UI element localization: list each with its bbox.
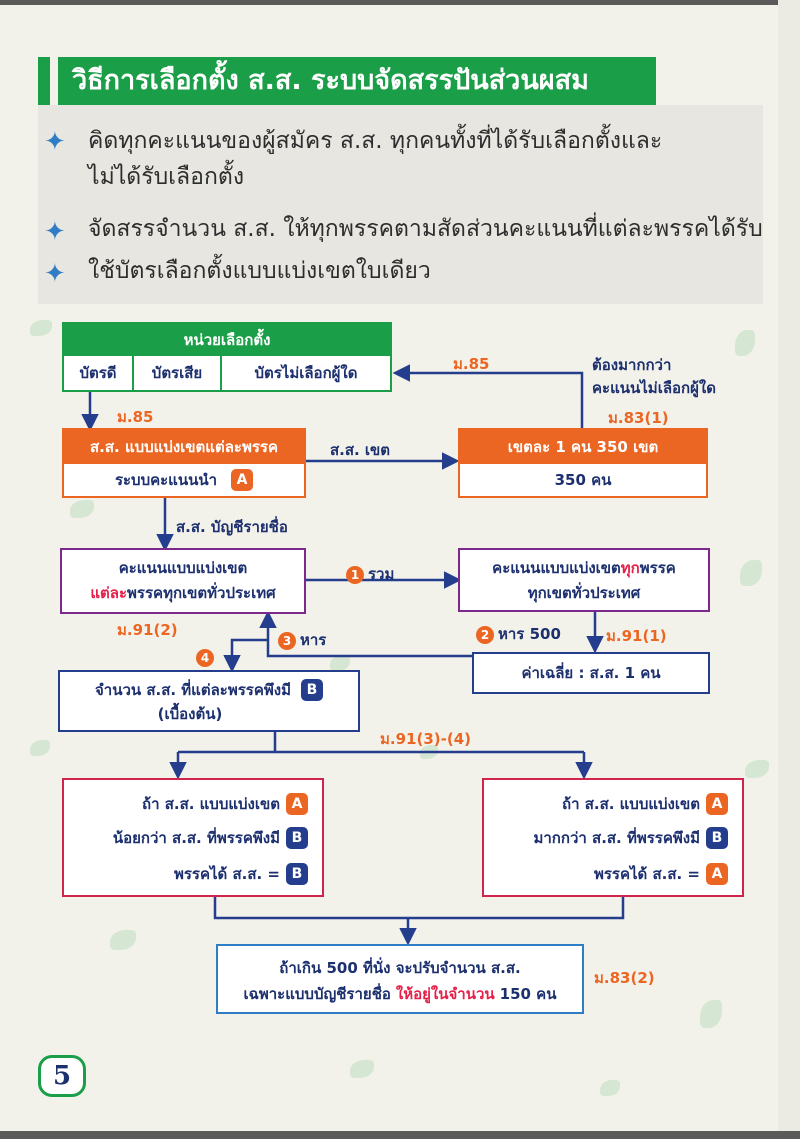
good-ballot-cell: บัตรดี: [64, 356, 134, 390]
entitled-count-line: [60, 678, 358, 702]
bullet-text: จัดสรรจำนวน ส.ส. ให้ทุกพรรคตามสัดส่วนคะแนนที่แต่ละพรรคได้รับ: [88, 216, 763, 242]
badge-a: A: [706, 793, 728, 815]
law-ref-label: ม.91(3)-(4): [380, 730, 471, 748]
case-row: [534, 826, 729, 850]
case-row: [562, 792, 728, 816]
cap-adjust-line: ถ้าเกิน 500 ที่นั่ง จะปรับจำนวน ส.ส.: [279, 959, 521, 977]
case-text: ถ้า ส.ส. แบบแบ่งเขต: [141, 795, 280, 813]
badge-b: B: [286, 827, 308, 849]
entitled-count-box: [58, 670, 360, 732]
law-ref-label: ม.83(1): [608, 409, 669, 427]
case-row: [113, 826, 308, 850]
all-votes-line: [460, 556, 708, 580]
bullet-text: คิดทุกคะแนนของผู้สมัคร ส.ส. ทุกคนทั้งที่ได้รับเลือกตั้งและ: [88, 128, 663, 154]
badge-a: A: [706, 863, 728, 885]
more-case-box: [482, 778, 744, 897]
district-box: [458, 428, 708, 498]
all-votes-box: [458, 548, 710, 612]
fewer-case-box: [62, 778, 324, 897]
emphasis-text: ทุก: [620, 559, 640, 577]
page-title: วิธีการเลือกตั้ง ส.ส. ระบบจัดสรรปันส่วนผสม: [58, 57, 656, 105]
party-votes-rest: พรรคทุกเขตทั่วประเทศ: [127, 584, 276, 602]
party-votes-line: [62, 580, 304, 606]
arrow-district-to-unit: [396, 373, 582, 428]
badge-a: A: [286, 793, 308, 815]
party-district-box: [62, 428, 306, 498]
star-bullet-icon: ✦: [44, 127, 66, 157]
case-row: [594, 862, 728, 886]
step-text: รวม: [368, 565, 395, 583]
case-text: น้อยกว่า ส.ส. ที่พรรคพึงมี: [112, 829, 280, 847]
law-ref-label: ม.85: [453, 355, 490, 373]
step-text: หาร: [300, 631, 327, 649]
cap-adjust-box: [216, 944, 584, 1014]
star-bullet-icon: ✦: [44, 259, 66, 289]
bottom-border: [0, 1131, 800, 1139]
step-1-label: [346, 562, 394, 586]
bullet-text: ใช้บัตรเลือกตั้งแบบแบ่งเขตใบเดียว: [88, 258, 431, 284]
polling-unit-box: [62, 322, 392, 392]
bullet-text: ไม่ได้รับเลือกตั้ง: [88, 164, 245, 190]
badge-b: B: [286, 863, 308, 885]
badge-b: B: [706, 827, 728, 849]
party-votes-box: [60, 548, 306, 614]
emphasis-text: ให้อยู่ในจำนวน: [395, 985, 495, 1003]
step-2-label: [476, 622, 561, 646]
step-3-label: [278, 628, 326, 652]
all-votes-pre: คะแนนแบบแบ่งเขต: [492, 559, 621, 577]
condition-label: คะแนนไม่เลือกผู้ใด: [592, 379, 716, 397]
badge-b: B: [301, 679, 323, 701]
step-text: หาร 500: [498, 625, 561, 643]
case-text: พรรคได้ ส.ส. =: [173, 865, 280, 883]
condition-label: ต้องมากกว่า: [592, 356, 672, 374]
entitled-count-text: จำนวน ส.ส. ที่แต่ละพรรคพึงมี: [95, 681, 291, 699]
emphasis-text: แต่ละ: [90, 584, 128, 602]
page-number: 5: [38, 1055, 86, 1097]
cap-adjust-line: [218, 982, 582, 1006]
badge-a: A: [231, 469, 253, 491]
case-text: ถ้า ส.ส. แบบแบ่งเขต: [561, 795, 700, 813]
step-number: 2: [476, 626, 494, 644]
law-ref-label: ม.85: [117, 408, 154, 426]
district-mp-label: ส.ส. เขต: [330, 441, 391, 459]
plurality-system-cell: [64, 464, 304, 496]
bad-ballot-cell: บัตรเสีย: [134, 356, 222, 390]
law-ref-label: ม.91(2): [117, 621, 178, 639]
average-text: ค่าเฉลี่ย : ส.ส. 1 คน: [521, 664, 661, 682]
all-votes-post: พรรค: [639, 559, 676, 577]
law-ref-label: ม.91(1): [606, 627, 667, 645]
law-ref-label: ม.83(2): [594, 969, 655, 987]
polling-unit-header: หน่วยเลือกตั้ง: [64, 324, 390, 356]
average-box: [472, 652, 710, 694]
merge-line: [215, 897, 623, 918]
case-row: [142, 792, 308, 816]
all-votes-line: ทุกเขตทั่วประเทศ: [527, 584, 641, 602]
no-vote-ballot-cell: บัตรไม่เลือกผู้ใด: [254, 364, 358, 382]
district-header: เขตละ 1 คน 350 เขต: [460, 430, 706, 464]
step-number: 4: [196, 649, 214, 667]
case-text: พรรคได้ ส.ส. =: [593, 865, 700, 883]
step-number: 3: [278, 632, 296, 650]
party-votes-line: คะแนนแบบแบ่งเขต: [118, 559, 248, 577]
step-4-label: [196, 648, 218, 667]
cap-adjust-pre: เฉพาะแบบบัญชีรายชื่อ: [243, 985, 391, 1003]
partylist-label: ส.ส. บัญชีรายชื่อ: [176, 518, 288, 536]
case-text: มากกว่า ส.ส. ที่พรรคพึงมี: [533, 829, 700, 847]
district-count: 350 คน: [554, 471, 612, 489]
case-row: [174, 862, 308, 886]
step-number: 1: [346, 566, 364, 584]
plurality-system-label: ระบบคะแนนนำ: [114, 471, 218, 489]
arrow-to-count: [232, 640, 268, 669]
cap-adjust-post: 150 คน: [499, 985, 557, 1003]
party-district-header: ส.ส. แบบแบ่งเขตแต่ละพรรค: [64, 430, 304, 464]
entitled-count-line: (เบื้องต้น): [157, 705, 223, 723]
star-bullet-icon: ✦: [44, 217, 66, 247]
